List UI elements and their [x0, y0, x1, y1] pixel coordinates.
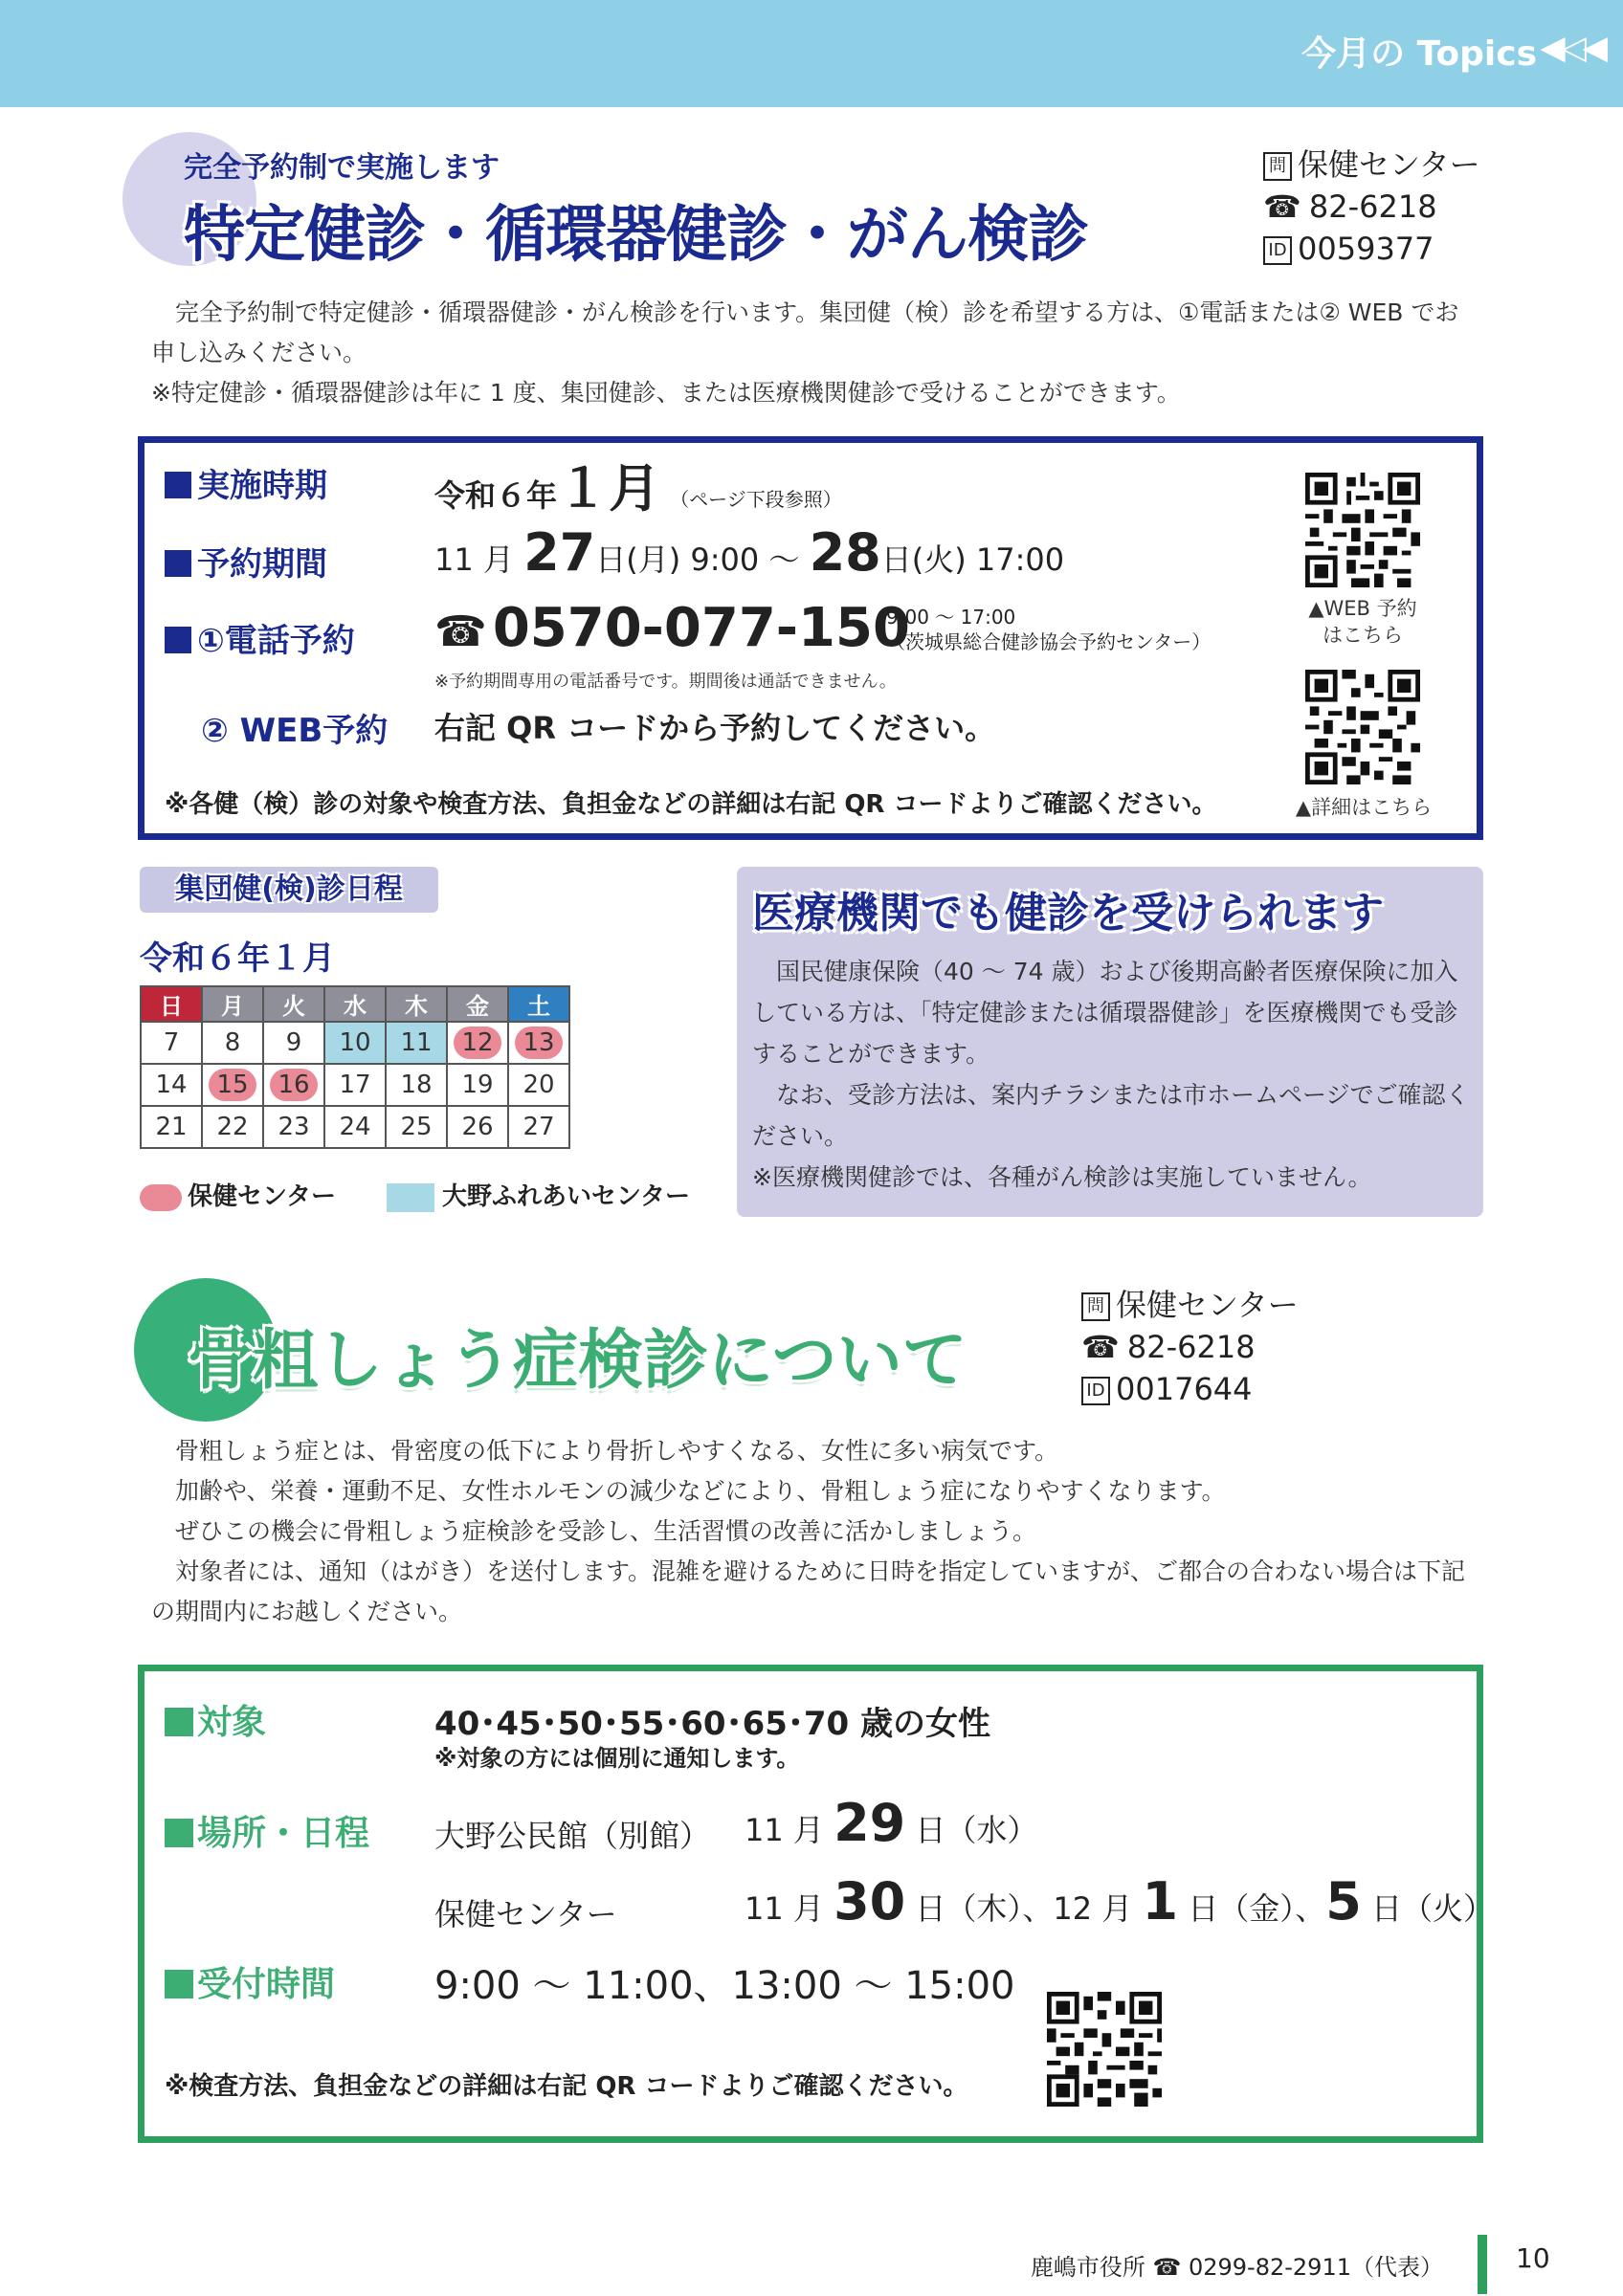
- inquiry-icon: 問: [1081, 1292, 1110, 1321]
- reserve-label: 予約期間: [165, 538, 327, 585]
- section1-title: 特定健診・循環器健診・がん検診: [184, 200, 1088, 271]
- calendar-day: 17: [324, 1064, 386, 1106]
- box2-footnote: ※検査方法、負担金などの詳細は右記 QR コードよりご確認ください。: [165, 2072, 968, 2101]
- phone-icon: ☎: [1081, 1329, 1120, 1365]
- medical-paragraph: なお、受診方法は、案内チラシまたは市ホームページでご確認ください。: [752, 1081, 1470, 1150]
- calendar-day: 26: [447, 1106, 508, 1148]
- place-label: 場所・日程: [165, 1806, 369, 1855]
- calendar-day-hoken: 12: [447, 1022, 508, 1064]
- time-value: 9:00 ～ 11:00、13:00 ～ 15:00: [434, 1964, 1015, 2008]
- reserve-value: 11 月 27日(月) 9:00 ～ 28日(火) 17:00: [434, 522, 1065, 583]
- intro-note: ※特定健診・循環器健診は年に 1 度、集団健診、または医療機関健診で受けることができます。: [151, 379, 1181, 407]
- calendar-day: 18: [386, 1064, 447, 1106]
- calendar-day: 24: [324, 1106, 386, 1148]
- weekday-fri: 金: [447, 986, 508, 1022]
- weekday-tue: 火: [263, 986, 324, 1022]
- medical-note: ※医療機関健診では、各種がん検診は実施していません。: [752, 1163, 1372, 1191]
- period-value: 令和６年１月 （ページ下段参照）: [434, 458, 842, 519]
- contact-id: 0017644: [1116, 1371, 1253, 1407]
- medical-body: [752, 951, 1472, 1198]
- phone-label: ①電話予約: [165, 614, 355, 661]
- section1-contact: [1263, 144, 1480, 270]
- web-label: ② WEB予約: [201, 712, 389, 750]
- legend-hoken: 保健センター: [140, 1177, 336, 1212]
- contact-id: 0059377: [1298, 231, 1434, 267]
- intro-paragraph: 完全予約制で特定健診・循環器健診・がん検診を行います。集団健（検）診を希望する方は、①電話または② WEB でお申し込みください。: [151, 298, 1459, 366]
- calendar-day: 22: [202, 1106, 263, 1148]
- intro-paragraph: 加齢や、栄養・運動不足、女性ホルモンの減少などにより、骨粗しょう症になりやすくなります。: [175, 1477, 1226, 1505]
- calendar-month: 令和６年１月: [140, 939, 335, 978]
- box1-footnote: ※各健（検）診の対象や検査方法、負担金などの詳細は右記 QR コードよりご確認ください。: [165, 790, 1217, 819]
- page-number: 10: [1516, 2242, 1550, 2274]
- id-icon: ID: [1263, 236, 1292, 265]
- intro-paragraph: 骨粗しょう症とは、骨密度の低下により骨折しやすくなる、女性に多い病気です。: [175, 1437, 1059, 1465]
- phone-number[interactable]: ☎ 0570-077-150: [434, 597, 910, 659]
- weekday-sun: 日: [141, 986, 202, 1022]
- web-reserve-qr-code[interactable]: [1305, 473, 1420, 587]
- place1-date: 11 月 29 日（水）: [745, 1793, 1038, 1853]
- qr2-caption: ▲詳細はこちら: [1295, 796, 1433, 819]
- calendar-day: 8: [202, 1022, 263, 1064]
- period-label: 実施時期: [165, 459, 327, 506]
- header-arrows-icon: ◀◁◀: [1540, 29, 1604, 67]
- details-qr-code[interactable]: [1305, 670, 1420, 784]
- qr1-caption: ▲WEB 予約 はこちら: [1308, 597, 1417, 647]
- calendar-day: 25: [386, 1106, 447, 1148]
- calendar-day: 14: [141, 1064, 202, 1106]
- time-label: 受付時間: [165, 1957, 335, 2006]
- contact-phone[interactable]: 82-6218: [1308, 188, 1437, 225]
- intro-paragraph: 対象者には、通知（はがき）を送付します。混雑を避けるために日時を指定していますが、ご都合の合わない場合は下記の期間内にお越しください。: [151, 1557, 1466, 1625]
- contact-office: 保健センター: [1298, 146, 1480, 183]
- section2-intro: [151, 1431, 1481, 1632]
- id-icon: ID: [1081, 1377, 1110, 1405]
- place2-date: 11 月 30 日（木）、12 月 1 日（金）、5 日（火）: [745, 1871, 1495, 1932]
- section2-title: 骨粗しょう症検診について: [188, 1323, 967, 1399]
- phone-icon: ☎: [1263, 188, 1301, 225]
- calendar-day: 21: [141, 1106, 202, 1148]
- place2-name: 保健センター: [434, 1896, 617, 1932]
- schedule-tag: 集団健(検)診日程: [140, 867, 438, 913]
- calendar-day: 19: [447, 1064, 508, 1106]
- legend-blue-swatch: [387, 1183, 434, 1212]
- weekday-thu: 木: [386, 986, 447, 1022]
- place1-name: 大野公民館（別館）: [434, 1818, 711, 1854]
- calendar-day-hoken: 16: [263, 1064, 324, 1106]
- legend-ono: 大野ふれあいセンター: [387, 1177, 690, 1212]
- phone-note: ※予約期間専用の電話番号です。期間後は通話できません。: [434, 672, 897, 692]
- footer-contact: 鹿嶋市役所 ☎ 0299-82-2911（代表）: [1030, 2254, 1443, 2281]
- contact-phone[interactable]: 82-6218: [1126, 1329, 1256, 1365]
- weekday-mon: 月: [202, 986, 263, 1022]
- section1-subtitle: 完全予約制で実施します: [184, 151, 500, 185]
- weekday-sat: 土: [508, 986, 569, 1022]
- target-note: ※対象の方には個別に通知します。: [434, 1745, 800, 1772]
- phone-hours: 9:00 ～ 17:00 （茨城県総合健診協会予約センター）: [886, 606, 1212, 653]
- target-value: 40･45･50･55･60･65･70 歳の女性: [434, 1705, 991, 1743]
- contact-office: 保健センター: [1116, 1287, 1299, 1323]
- section2-contact: [1081, 1284, 1299, 1410]
- footer-divider: [1478, 2235, 1487, 2294]
- web-text: 右記 QR コードから予約してください。: [434, 710, 996, 746]
- calendar-day-ono: 11: [386, 1022, 447, 1064]
- header-title: 今月の Topics: [1301, 34, 1537, 74]
- calendar-day-hoken: 13: [508, 1022, 569, 1064]
- calendar-day: 27: [508, 1106, 569, 1148]
- calendar-day: 9: [263, 1022, 324, 1064]
- intro-paragraph: ぜひこの機会に骨粗しょう症検診を受診し、生活習慣の改善に活かしましょう。: [175, 1517, 1037, 1545]
- calendar-day: 20: [508, 1064, 569, 1106]
- target-label: 対象: [165, 1695, 266, 1744]
- calendar-day: 7: [141, 1022, 202, 1064]
- inquiry-icon: 問: [1263, 152, 1292, 181]
- calendar-day-hoken: 15: [202, 1064, 263, 1106]
- schedule-calendar: [140, 985, 570, 1149]
- medical-title: 医療機関でも健診を受けられます: [752, 889, 1384, 938]
- section1-intro: [151, 293, 1481, 413]
- calendar-day-ono: 10: [324, 1022, 386, 1064]
- medical-paragraph: 国民健康保険（40 ～ 74 歳）および後期高齢者医療保険に加入している方は、「特定健診または循環器健診」を医療機関でも受診することができます。: [752, 958, 1458, 1068]
- legend-pink-swatch: [140, 1184, 182, 1211]
- weekday-wed: 水: [324, 986, 386, 1022]
- calendar-day: 23: [263, 1106, 324, 1148]
- osteoporosis-qr-code[interactable]: [1047, 1992, 1162, 2107]
